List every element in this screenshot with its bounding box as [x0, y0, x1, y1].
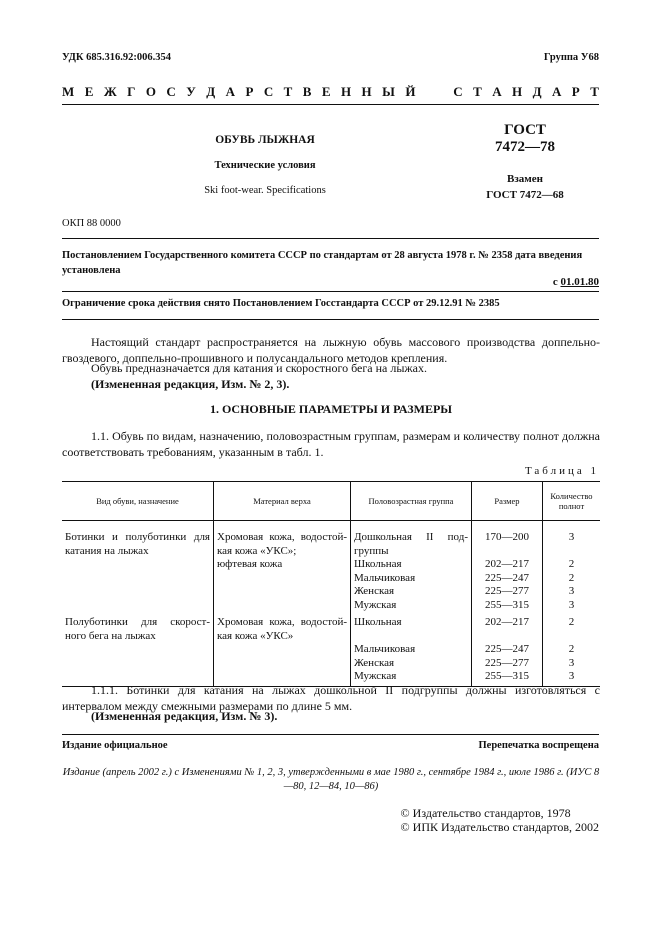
gost-number: 7472—78 — [495, 139, 555, 155]
banner-letter: А — [225, 84, 235, 99]
cell-type — [62, 572, 214, 586]
document-subtitle: Технические условия — [214, 160, 316, 171]
cell-type — [62, 585, 214, 599]
table-row — [62, 643, 600, 657]
effective-date — [553, 276, 599, 288]
cell-material — [214, 585, 351, 599]
banner-letter: С — [263, 84, 274, 99]
banner-letter: Ж — [103, 84, 117, 99]
cell-group: Мужская — [351, 599, 472, 613]
header-material: Материал верха — [214, 482, 351, 521]
banner-letter: Е — [321, 84, 331, 99]
banner-letter: Н — [361, 84, 372, 99]
limitation-text: Ограничение срока действия снято Постановлением Госстандарта СССР от 29.12.91 № 2385 — [62, 298, 500, 309]
interstate-standard-banner — [62, 84, 599, 100]
edition-note: Издание (апрель 2002 г.) с Изменениями № 1, 2, 3, утвержденными в мае 1980 г., сентябре 1984 г., июле 1986 г. (ИУС 8—80, 12—84, 10—86) — [62, 767, 600, 792]
copyright-block — [401, 806, 599, 834]
banner-letter: Т — [473, 84, 482, 99]
okp-rule — [62, 238, 599, 239]
banner-letter: Т — [590, 84, 599, 99]
udk-code: УДК 685.316.92:006.354 — [62, 52, 171, 63]
cell-material: Хромовая кожа, водостой-кая кожа «УКС» — [214, 612, 351, 643]
cell-count: 3 — [543, 521, 601, 559]
cell-group: Мальчиковая — [351, 572, 472, 586]
banner-letter: О — [145, 84, 156, 99]
cell-count: 2 — [543, 643, 601, 657]
header-count: Количество полнот — [543, 482, 601, 521]
table-row — [62, 657, 600, 671]
cell-count: 2 — [543, 558, 601, 572]
cell-size: 202—217 — [472, 558, 543, 572]
clause-amendment-note: (Измененная редакция, Изм. № 3). — [91, 709, 278, 723]
cell-size: 225—277 — [472, 657, 543, 671]
cell-size: 170—200 — [472, 521, 543, 559]
replaces-label: Взамен — [507, 173, 543, 185]
cell-size: 202—217 — [472, 612, 543, 643]
gost-label: ГОСТ — [504, 122, 546, 138]
clause-1-1: 1.1. Обувь по видам, назначению, половозрастным группам, размерам и количеству полнот должна соответствовать требованиям, указанным в табл. 1. — [62, 429, 600, 459]
official-edition: Издание официальное — [62, 740, 168, 751]
cell-type — [62, 558, 214, 572]
group-code: Группа У68 — [543, 52, 599, 63]
limitation-rule — [62, 319, 599, 320]
cell-type: Ботинки и полуботинки для катания на лыжах — [65, 531, 210, 557]
banner-letter: В — [302, 84, 312, 99]
effective-date-value: 01.01.80 — [560, 276, 599, 288]
banner-letter: Н — [340, 84, 352, 99]
copyright-2002: © ИПК Издательство стандартов, 2002 — [400, 820, 599, 834]
cell-size: 225—247 — [472, 643, 543, 657]
cell-group: Дошкольная II под-группы — [351, 521, 472, 559]
banner-letter: Д — [532, 84, 542, 99]
banner-letter: С — [453, 84, 463, 99]
section-heading: 1. ОСНОВНЫЕ ПАРАМЕТРЫ И РАЗМЕРЫ — [209, 402, 453, 416]
banner-letter: Е — [84, 84, 94, 99]
cell-size: 255—315 — [472, 670, 543, 686]
reprint-prohibited: Перепечатка воспрещена — [478, 740, 599, 751]
table-1 — [62, 481, 600, 687]
cell-size: 225—277 — [472, 585, 543, 599]
intro-amendment-note: (Измененная редакция, Изм. № 2, 3). — [91, 377, 290, 391]
table-row — [62, 585, 600, 599]
cell-count: 2 — [543, 612, 601, 643]
table-row — [62, 572, 600, 586]
cell-type — [62, 643, 214, 657]
date-rule — [62, 291, 599, 292]
banner-letter: Р — [571, 84, 580, 99]
cell-material — [214, 572, 351, 586]
table-header-row — [62, 482, 600, 521]
replaces-block — [455, 171, 595, 203]
header-rule — [62, 104, 599, 105]
okp-code: ОКП 88 0000 — [62, 218, 121, 229]
cell-count: 3 — [543, 599, 601, 613]
cell-type: Полуботинки для скорост-ного бега на лыжах — [65, 616, 210, 642]
cell-type — [62, 599, 214, 613]
cell-count: 3 — [543, 585, 601, 599]
document-title: ОБУВЬ ЛЫЖНАЯ — [215, 134, 315, 146]
banner-letter: Ы — [382, 84, 395, 99]
table-caption: Таблица 1 — [524, 465, 599, 477]
cell-material — [214, 657, 351, 671]
table-row — [62, 599, 600, 613]
cell-size: 255—315 — [472, 599, 543, 613]
header-type: Вид обуви, назначение — [62, 482, 214, 521]
banner-letter: М — [62, 84, 75, 99]
footer-rule — [62, 734, 599, 735]
table-row — [62, 558, 600, 572]
clause-1-1-1: 1.1.1. Ботинки для катания на лыжах дошкольной II подгруппы должны изготовляться с интервалом между смежными размерами по длине 5 мм. — [62, 683, 600, 713]
banner-letter: Н — [512, 84, 523, 99]
cell-count: 3 — [543, 670, 601, 686]
english-title: Ski foot-wear. Specifications — [204, 185, 326, 196]
banner-gap — [426, 84, 429, 100]
cell-material — [214, 599, 351, 613]
cell-group: Женская — [351, 657, 472, 671]
cell-material — [214, 643, 351, 657]
banner-letter: Д — [206, 84, 216, 99]
table-row — [62, 521, 600, 559]
cell-material: Хромовая кожа, водостой-кая кожа «УКС»; — [214, 521, 351, 559]
banner-letter: С — [166, 84, 176, 99]
banner-gap — [440, 84, 443, 100]
cell-count: 2 — [543, 572, 601, 586]
cell-group: Школьная — [351, 558, 472, 572]
decree-text: Постановлением Государственного комитета СССР по стандартам от 28 августа 1978 г. № 2358 дата введения установлена — [62, 250, 583, 276]
cell-group: Мужская — [351, 670, 472, 686]
table-row — [62, 612, 600, 643]
cell-count: 3 — [543, 657, 601, 671]
cell-type — [62, 657, 214, 671]
effective-date-prefix: с — [552, 276, 561, 288]
banner-letter: У — [186, 84, 196, 99]
banner-letter: А — [551, 84, 562, 99]
banner-letter: Г — [127, 84, 136, 99]
replaces-number: ГОСТ 7472—68 — [486, 189, 564, 201]
header-size: Размер — [472, 482, 543, 521]
cell-group: Женская — [351, 585, 472, 599]
banner-letter: Т — [283, 84, 293, 99]
intro-paragraph-2: Обувь предназначается для катания и скоростного бега на лыжах. — [91, 361, 428, 375]
banner-letter: А — [492, 84, 502, 99]
banner-letter: Р — [245, 84, 254, 99]
cell-material: юфтевая кожа — [214, 558, 351, 572]
banner-letter: Й — [405, 84, 416, 99]
copyright-1978: © Издательство стандартов, 1978 — [400, 806, 571, 820]
cell-size: 225—247 — [472, 572, 543, 586]
header-group: Половозрастная группа — [351, 482, 472, 521]
gost-designation — [455, 122, 595, 156]
cell-group: Школьная — [351, 612, 472, 643]
cell-group: Мальчиковая — [351, 643, 472, 657]
intro-paragraph-1: Настоящий стандарт распространяется на лыжную обувь массового производства доппельно-гвоздевого, доппельно-прошивного и полусандального методов крепления. — [62, 335, 600, 365]
